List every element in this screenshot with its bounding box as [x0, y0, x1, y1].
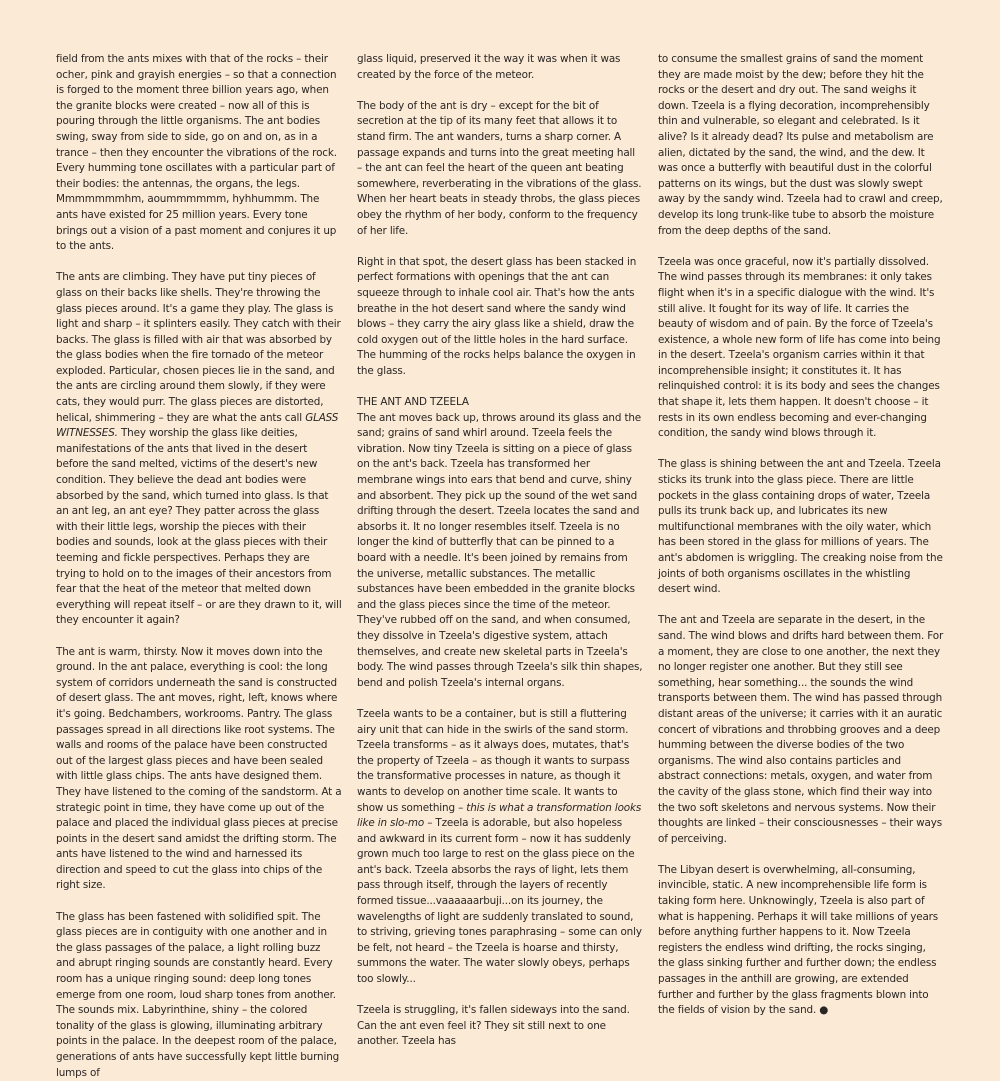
paragraph-text: They worship the glass like deities, manifestations of the ants that lived in the desert before the sand melted, victims of the desert's new condition. They believe the dead ant bodies were absorbed by the sand, which turned into glass. Is that an ant leg, an ant eye? They patter across the glass with their little legs, worship the pieces with their bodies and sounds, look at the glass pieces with their teeming and fickle perspectives. Perhaps they are trying to hold on to the images of their ancestors from fear that the heat of the meteor that melted down everything will repeat itself – or are they drawn to it, will they encounter it again?: [56, 427, 342, 627]
paragraph-text: The Libyan desert is overwhelming, all-consuming, invincible, static. A new incomprehensible life form is taking form here. Unknowingly, Tzeela is also part of what is happening. Perhaps it will take millions of years before anything further happens to it. Now Tzeela registers the endless wind drifting, the rocks singing, the glass sinking further and further down; the endless passages in the anthill are growing, are extended further and further by the glass fragments blown into the fields of vision by the sand.: [658, 863, 939, 1017]
section-heading: THE ANT AND TZEELA: [357, 396, 469, 409]
paragraph: [56, 270, 342, 629]
paragraph: [658, 863, 944, 1019]
text-column-3: [658, 52, 944, 1019]
text-column-1: [56, 52, 342, 1081]
paragraph: The ant is warm, thirsty. Now it moves down into the ground. In the ant palace, everything is cool: the long system of corridors underneath the sand is constructed of desert glass. The ant moves, right, left, knows where it's going. Bedchambers, workrooms. Pantry. The glass passages spread in all directions like root systems. The walls and rooms of the palace have been constructed out of the largest glass pieces and have been sealed with little glass chips. The ants have designed them. They have listened to the coming of the sandstorm. At a strategic point in time, they have come up out of the palace and placed the individual glass pieces at precise points in the desert sand amidst the drifting storm. The ants have listened to the wind and harnessed its direction and speed to cut the glass into chips of the right size.: [56, 645, 342, 892]
paragraph: Right in that spot, the desert glass has been stacked in perfect formations with openings that the ant can squeeze through to inhale cool air. That's how the ants breathe in the hot desert sand where the sandy wind blows – they carry the airy glass like a shield, draw the cold oxygen out of the little holes in the hard surface. The humming of the rocks helps balance the oxygen in the glass.: [357, 255, 637, 377]
paragraph-text: The ants are climbing. They have put tiny pieces of glass on their backs like shells. They're throwing the glass pieces around. It's a game they play. The glass is light and sharp – it splinters easily. They catch with their backs. The glass is filled with air that was absorbed by the glass bodies when the fire tornado of the meteor exploded. Particular, chosen pieces lie in the sand, and the ants are circling around them slowly, if they were cats, they would purr. The glass pieces are distorted, helical, shimmering – they are what the ants call: [56, 271, 341, 424]
italic-phrase: this is what a transformation looks like in slo-mo: [357, 801, 642, 830]
text-column-2: [357, 52, 643, 1050]
paragraph: The body of the ant is dry – except for the bit of secretion at the tip of its many feet that allows it to stand firm. The ant wanders, turns a sharp corner. A passage expands and turns into the great meeting hall – the ant can feel the heart of the queen ant beating somewhere, reverberating in the vibrations of the glass. When her heart beats in steady throbs, the glass pieces obey the rhythm of her body, conform to the frequency of her life.: [357, 99, 642, 237]
paragraph-text: – Tzeela is adorable, but also hopeless and awkward in its current form – now it has suddenly grown much too large to rest on the glass piece on the ant's back. Tzeela absorbs the rays of light, lets them pass through itself, through the layers of recently formed tissue...vaaaaaarbuji...on its journey, the wavelengths of light are suddenly translated to sound, to striving, grieving tones paraphrasing – some can only be felt, not heard – the Tzeela is hoarse and thirsty, summons the water. The water slowly obeys, perhaps too slowly...: [357, 817, 642, 986]
paragraph: to consume the smallest grains of sand the moment they are made moist by the dew; before they hit the rocks or the desert and dry out. The sand weighs it down. Tzeela is a flying decoration, incomprehensibly thin and vulnerable, so elegant and celebrated. Is it alive? Is it already dead? Its pulse and metabolism are alien, dictated by the sand, the wind, and the dew. It was once a butterfly with beautiful dust in the colorful patterns on its wings, but the dust was slowly swept away by the sandy wind. Tzeela had to crawl and creep, develop its long trunk-like tube to absorb the moisture from the deep depths of the sand.: [658, 53, 943, 237]
italic-phrase: GLASS WITNESSES.: [56, 411, 339, 440]
paragraph: [357, 707, 643, 988]
paragraph: The glass has been fastened with solidified spit. The glass pieces are in contiguity with one another and in the glass passages of the palace, a light rolling buzz and abrupt ringing sounds are constantly heard. Every room has a unique ringing sound: deep long tones emerge from one room, loud sharp tones from another. The sounds mix. Labyrinthine, shiny – the colored tonality of the glass is glowing, illuminating arbitrary points in the palace. In the deepest room of the palace, generations of ants have successfully kept little burning lumps of: [56, 910, 340, 1079]
paragraph: Tzeela is struggling, it's fallen sideways into the sand. Can the ant even feel it? They sit still next to one another. Tzeela has: [357, 1004, 630, 1048]
paragraph: Tzeela was once graceful, now it's partially dissolved. The wind passes through its membranes: it only takes flight when it's in a specific dialogue with the wind. It's still alive. It fought for its way of life. It carries the beauty of wisdom and of pain. By the force of Tzeela's existence, a whole new form of life has come into being in the desert. Tzeela's organism carries within it that incomprehensible insight; it constitutes it. It has relinquished control: it is its body and sees the changes that shape it, lets them happen. It doesn't choose – it rests in its own endless becoming and ever-changing condition, the sandy wind blows through it.: [658, 255, 941, 440]
paragraph: glass liquid, preserved it the way it was when it was created by the force of the meteor.: [357, 53, 621, 81]
end-of-article-mark: ●: [819, 1004, 829, 1017]
paragraph-text: Tzeela wants to be a container, but is still a fluttering airy unit that can hide in the swirls of the sand storm. Tzeela transforms – as it always does, mutates, that's the property of Tzeela – as though it wants to surpass the transformative processes in nature, as though it wants to develop on another time scale. It wants to show us something –: [357, 707, 630, 814]
paragraph: The ant and Tzeela are separate in the desert, in the sand. The wind blows and drifts hard between them. For a moment, they are close to one another, the next they no longer register one another. But they still see something, hear something... the sounds the wind transports between them. The wind has passed through distant areas of the universe; it carries with it an auratic concert of vibrations and throbbing grooves and a deep humming between the diverse bodies of the two organisms. The wind also contains particles and abstract connections: metals, oxygen, and water from the cavity of the glass stone, which find their way into the two soft skeletons and nervous systems. Now their thoughts are linked – their consciousnesses – their ways of perceiving.: [658, 614, 944, 845]
paragraph: field from the ants mixes with that of the rocks – their ocher, pink and grayish energies – so that a connection is forged to the moment three billion years ago, when the granite blocks were created – now all of this is pouring through the little organisms. The ant bodies swing, sway from side to side, go on and on, as in a trance – then they encounter the vibrations of the rock. Every humming tone oscillates with a particular part of their bodies: the antennas, the organs, the legs. Mmmmmmmhm, aoummmmmm, hyhhummm. The ants have existed for 25 million years. Every tone brings out a vision of a past moment and conjures it up to the ants.: [56, 53, 337, 253]
paragraph: The glass is shining between the ant and Tzeela. Tzeela sticks its trunk into the glass piece. There are little pockets in the glass containing drops of water, Tzeela pulls its trunk back up, and lubricates its new multifunctional membranes with the oily water, which has been stored in the glass for millions of years. The ant's abdomen is wriggling. The creaking noise from the joints of both organisms oscillates in the whistling desert wind.: [658, 458, 943, 596]
paragraph: The ant moves back up, throws around its glass and the sand; grains of sand whirl around. Tzeela feels the vibration. Now tiny Tzeela is sitting on a piece of glass on the ant's back. Tzeela has transformed her membrane wings into ears that bend and curve, shiny and absorbent. They pick up the sound of the wet sand drifting through the desert. Tzeela locates the sand and absorbs it. It no longer resembles itself. Tzeela is no longer the kind of butterfly that can be pinned to a board with a needle. It's been joined by remains from the universe, metallic substances. The metallic substances have been embedded in the granite blocks and the glass pieces since the time of the meteor. They've rubbed off on the sand, and when consumed, they dissolve in Tzeela's digestive system, attach themselves, and create new skeletal parts in Tzeela's body. The wind passes through Tzeela's silk thin shapes, bend and polish Tzeela's internal organs.: [357, 411, 643, 689]
